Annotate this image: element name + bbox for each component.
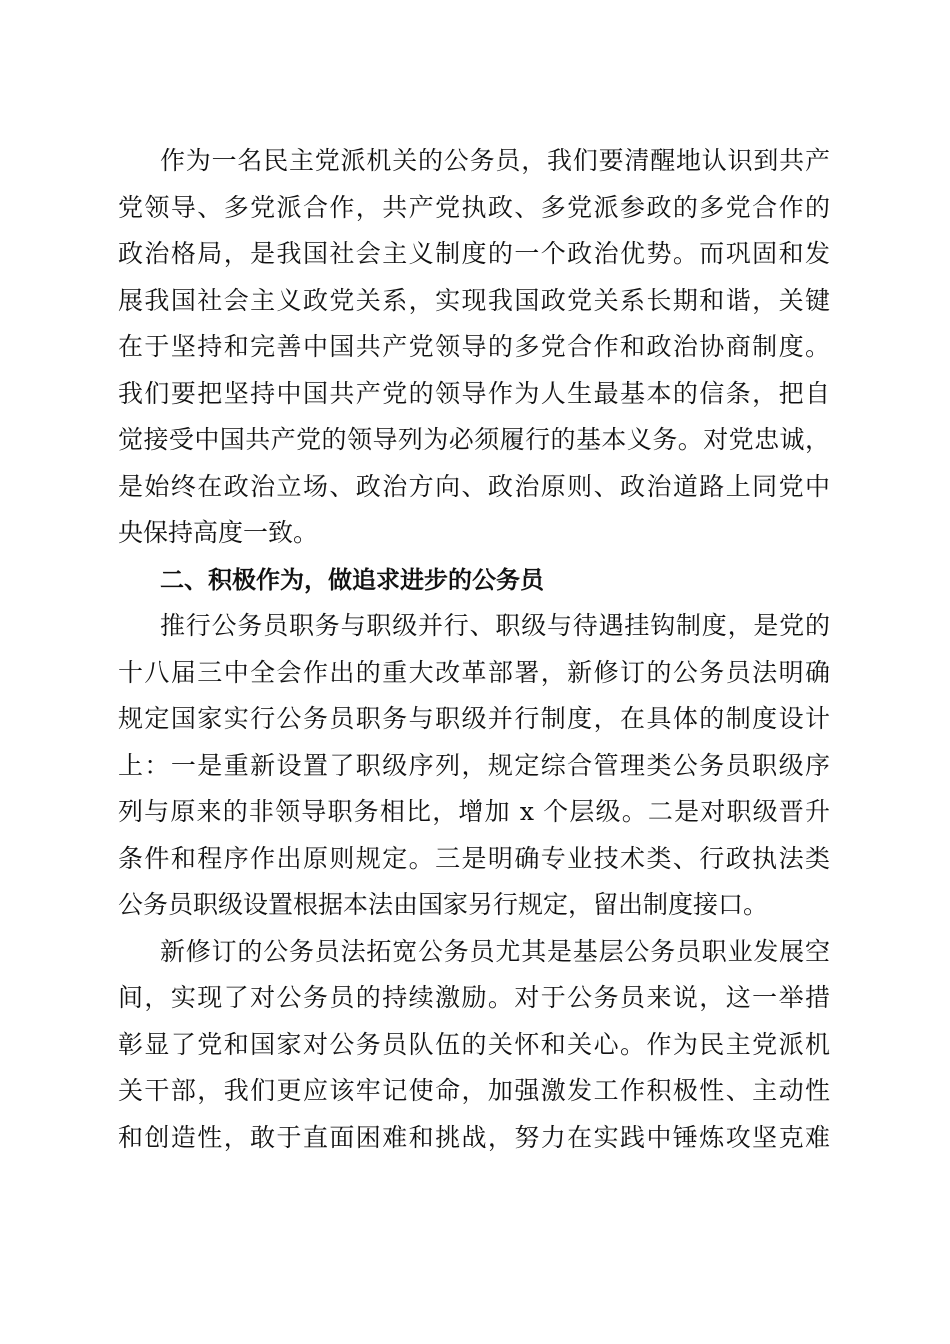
paragraph-1-line-4: 展我国社会主义政党关系，实现我国政党关系长期和谐，关键: [118, 286, 830, 315]
paragraph-1-line-2: 党领导、多党派合作，共产党执政、多党派参政的多党合作的: [118, 193, 830, 222]
paragraph-1-line-1: 作为一名民主党派机关的公务员，我们要清醒地认识到共产: [160, 146, 830, 175]
paragraph-3-line-1: 新修订的公务员法拓宽公务员尤其是基层公务员职业发展空: [160, 937, 830, 966]
paragraph-1-line-3: 政治格局，是我国社会主义制度的一个政治优势。而巩固和发: [118, 239, 830, 268]
paragraph-2-line-3: 规定国家实行公务员职务与职级并行制度，在具体的制度设计: [118, 704, 830, 733]
paragraph-2-line-5: 列与原来的非领导职务相比，增加 x 个层级。二是对职级晋升: [118, 797, 830, 826]
paragraph-2-line-7: 公务员职级设置根据本法由国家另行规定，留出制度接口。: [118, 890, 769, 919]
paragraph-3-line-5: 和创造性，敢于直面困难和挑战，努力在实践中锤炼攻坚克难: [118, 1123, 830, 1152]
paragraph-1-line-5: 在于坚持和完善中国共产党领导的多党合作和政治协商制度。: [118, 332, 830, 361]
paragraph-1-line-6: 我们要把坚持中国共产党的领导作为人生最基本的信条，把自: [118, 379, 830, 408]
paragraph-3-line-4: 关干部，我们更应该牢记使命，加强激发工作积极性、主动性: [118, 1076, 830, 1105]
paragraph-2-line-6: 条件和程序作出原则规定。三是明确专业技术类、行政执法类: [118, 844, 830, 873]
paragraph-1-line-8: 是始终在政治立场、政治方向、政治原则、政治道路上同党中: [118, 472, 830, 501]
paragraph-3-line-3: 彰显了党和国家对公务员队伍的关怀和关心。作为民主党派机: [118, 1030, 830, 1059]
paragraph-2-line-2: 十八届三中全会作出的重大改革部署，新修订的公务员法明确: [118, 658, 830, 687]
paragraph-2-line-1: 推行公务员职务与职级并行、职级与待遇挂钩制度，是党的: [160, 611, 830, 640]
paragraph-3-line-2: 间，实现了对公务员的持续激励。对于公务员来说，这一举措: [118, 983, 830, 1012]
section-heading-2: 二、积极作为，做追求进步的公务员: [160, 566, 544, 594]
paragraph-2-line-4: 上：一是重新设置了职级序列，规定综合管理类公务员职级序: [118, 751, 830, 780]
paragraph-1-line-9: 央保持高度一致。: [118, 518, 319, 547]
paragraph-1-line-7: 觉接受中国共产党的领导列为必须履行的基本义务。对党忠诚，: [118, 425, 830, 454]
